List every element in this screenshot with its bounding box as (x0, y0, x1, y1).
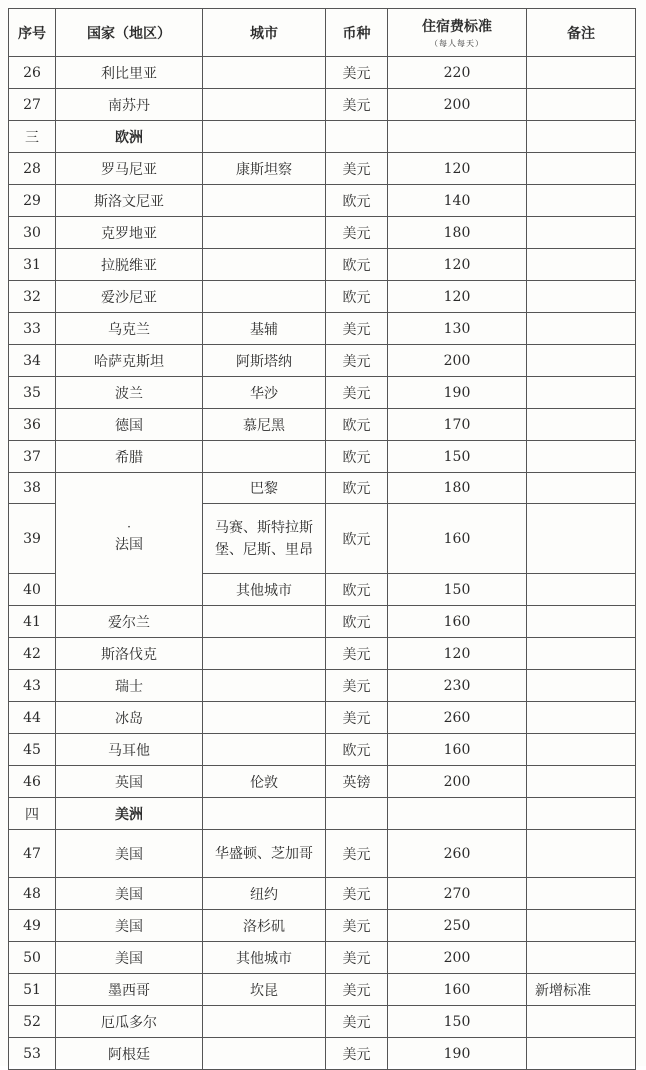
cell-city: 伦敦 (203, 766, 326, 798)
cell-city: 阿斯塔纳 (203, 345, 326, 377)
cell-seq: 39 (9, 504, 56, 574)
header-rate-sub: （每人每天） (430, 39, 484, 48)
cell-section-seq: 三 (9, 121, 56, 153)
cell-currency: 美元 (326, 638, 388, 670)
cell-note (527, 313, 636, 345)
cell-section-title: 欧洲 (56, 121, 203, 153)
cell-city: 慕尼黑 (203, 409, 326, 441)
cell-city (203, 185, 326, 217)
cell-currency: 欧元 (326, 574, 388, 606)
scan-dot: · (127, 520, 131, 534)
cell-rate: 150 (388, 1006, 527, 1038)
cell-note (527, 638, 636, 670)
cell-city (203, 89, 326, 121)
header-row (9, 9, 636, 57)
cell-country: 斯洛文尼亚 (56, 185, 203, 217)
table-row (9, 1006, 636, 1038)
cell-currency: 欧元 (326, 409, 388, 441)
cell-note (527, 504, 636, 574)
cell-city (203, 281, 326, 313)
cell-city (203, 606, 326, 638)
table-row (9, 377, 636, 409)
table-row (9, 185, 636, 217)
cell-seq: 26 (9, 57, 56, 89)
cell-country: 罗马尼亚 (56, 153, 203, 185)
cell-city: 康斯坦察 (203, 153, 326, 185)
cell-section-seq: 四 (9, 798, 56, 830)
cell-rate: 150 (388, 574, 527, 606)
cell-currency: 欧元 (326, 504, 388, 574)
cell-seq: 51 (9, 974, 56, 1006)
cell-note (527, 377, 636, 409)
table-row (9, 670, 636, 702)
cell-rate: 220 (388, 57, 527, 89)
cell-city (203, 441, 326, 473)
cell-city (203, 57, 326, 89)
cell-country: 爱沙尼亚 (56, 281, 203, 313)
cell-country: 冰岛 (56, 702, 203, 734)
cell-rate: 160 (388, 606, 527, 638)
header-rate-label: 住宿费标准 (422, 19, 492, 35)
cell-rate: 120 (388, 281, 527, 313)
cell-country: 利比里亚 (56, 57, 203, 89)
cell-rate: 250 (388, 910, 527, 942)
cell-currency: 欧元 (326, 734, 388, 766)
cell-currency: 美元 (326, 1006, 388, 1038)
cell-currency: 欧元 (326, 441, 388, 473)
cell-country: 阿根廷 (56, 1038, 203, 1070)
cell-rate: 150 (388, 441, 527, 473)
cell-currency: 欧元 (326, 249, 388, 281)
cell-note (527, 1038, 636, 1070)
table-row (9, 702, 636, 734)
cell-city: 华盛顿、芝加哥 (203, 830, 326, 878)
cell-city (203, 1006, 326, 1038)
cell-empty (527, 798, 636, 830)
cell-empty (388, 798, 527, 830)
cell-country: 墨西哥 (56, 974, 203, 1006)
header-seq: 序号 (9, 9, 56, 57)
cell-city: 巴黎 (203, 473, 326, 504)
cell-currency: 美元 (326, 217, 388, 249)
cell-city: 坎昆 (203, 974, 326, 1006)
header-currency: 币种 (326, 9, 388, 57)
cell-empty (326, 798, 388, 830)
cell-currency: 欧元 (326, 185, 388, 217)
cell-rate: 160 (388, 504, 527, 574)
cell-city (203, 702, 326, 734)
cell-rate: 200 (388, 766, 527, 798)
cell-currency: 美元 (326, 910, 388, 942)
cell-rate: 200 (388, 89, 527, 121)
table-row (9, 974, 636, 1006)
cell-country: 美国 (56, 878, 203, 910)
cell-note (527, 409, 636, 441)
cell-seq: 38 (9, 473, 56, 504)
cell-note (527, 734, 636, 766)
table-row (9, 249, 636, 281)
header-country: 国家（地区） (56, 9, 203, 57)
cell-seq: 27 (9, 89, 56, 121)
cell-note (527, 473, 636, 504)
cell-currency: 美元 (326, 878, 388, 910)
table-row (9, 281, 636, 313)
cell-note (527, 281, 636, 313)
cell-rate: 160 (388, 734, 527, 766)
cell-empty (203, 121, 326, 153)
cell-currency: 欧元 (326, 473, 388, 504)
cell-rate: 260 (388, 830, 527, 878)
cell-seq: 52 (9, 1006, 56, 1038)
cell-seq: 47 (9, 830, 56, 878)
cell-rate: 120 (388, 638, 527, 670)
table-row (9, 942, 636, 974)
accommodation-rate-table (8, 8, 636, 1070)
cell-note (527, 702, 636, 734)
cell-rate: 270 (388, 878, 527, 910)
cell-rate: 200 (388, 942, 527, 974)
cell-note (527, 878, 636, 910)
section-row-americas (9, 798, 636, 830)
cell-country: 美国 (56, 830, 203, 878)
cell-rate: 130 (388, 313, 527, 345)
cell-country: 德国 (56, 409, 203, 441)
cell-currency: 美元 (326, 313, 388, 345)
cell-note (527, 910, 636, 942)
cell-note (527, 766, 636, 798)
table-row (9, 57, 636, 89)
cell-country-merged (56, 473, 203, 606)
cell-country: 瑞士 (56, 670, 203, 702)
cell-seq: 40 (9, 574, 56, 606)
cell-currency: 美元 (326, 670, 388, 702)
cell-note (527, 345, 636, 377)
cell-seq: 33 (9, 313, 56, 345)
cell-city: 基辅 (203, 313, 326, 345)
cell-city (203, 670, 326, 702)
cell-city (203, 217, 326, 249)
table-row (9, 409, 636, 441)
cell-currency: 欧元 (326, 281, 388, 313)
cell-city: 洛杉矶 (203, 910, 326, 942)
cell-city (203, 734, 326, 766)
table-row (9, 638, 636, 670)
cell-rate: 180 (388, 473, 527, 504)
cell-note (527, 942, 636, 974)
cell-seq: 48 (9, 878, 56, 910)
table-row (9, 1038, 636, 1070)
cell-country: 乌克兰 (56, 313, 203, 345)
cell-empty (388, 121, 527, 153)
header-rate (388, 9, 527, 57)
cell-currency: 欧元 (326, 606, 388, 638)
cell-city: 马赛、斯特拉斯堡、尼斯、里昂 (203, 504, 326, 574)
cell-country: 拉脱维亚 (56, 249, 203, 281)
cell-city (203, 638, 326, 670)
cell-country: 马耳他 (56, 734, 203, 766)
cell-note (527, 574, 636, 606)
cell-currency: 美元 (326, 57, 388, 89)
cell-city (203, 1038, 326, 1070)
cell-rate: 190 (388, 1038, 527, 1070)
cell-seq: 50 (9, 942, 56, 974)
cell-seq: 31 (9, 249, 56, 281)
cell-currency: 美元 (326, 345, 388, 377)
cell-seq: 29 (9, 185, 56, 217)
cell-seq: 42 (9, 638, 56, 670)
cell-rate: 120 (388, 153, 527, 185)
cell-seq: 41 (9, 606, 56, 638)
table-row (9, 766, 636, 798)
header-city: 城市 (203, 9, 326, 57)
cell-seq: 49 (9, 910, 56, 942)
cell-country: 爱尔兰 (56, 606, 203, 638)
cell-currency: 英镑 (326, 766, 388, 798)
table-row (9, 345, 636, 377)
cell-seq: 45 (9, 734, 56, 766)
cell-seq: 44 (9, 702, 56, 734)
header-note: 备注 (527, 9, 636, 57)
table-row (9, 217, 636, 249)
table-row (9, 910, 636, 942)
cell-seq: 46 (9, 766, 56, 798)
cell-seq: 36 (9, 409, 56, 441)
cell-empty (203, 798, 326, 830)
cell-note (527, 670, 636, 702)
cell-rate: 170 (388, 409, 527, 441)
cell-seq: 28 (9, 153, 56, 185)
cell-currency: 美元 (326, 153, 388, 185)
cell-country: 美国 (56, 910, 203, 942)
cell-note (527, 441, 636, 473)
cell-country: 波兰 (56, 377, 203, 409)
cell-city: 其他城市 (203, 574, 326, 606)
cell-seq: 35 (9, 377, 56, 409)
cell-note (527, 153, 636, 185)
table-body (9, 57, 636, 1070)
table-row (9, 441, 636, 473)
cell-country: 厄瓜多尔 (56, 1006, 203, 1038)
cell-city: 其他城市 (203, 942, 326, 974)
table-row (9, 606, 636, 638)
cell-currency: 美元 (326, 830, 388, 878)
cell-country: 克罗地亚 (56, 217, 203, 249)
cell-rate: 260 (388, 702, 527, 734)
cell-empty (527, 121, 636, 153)
cell-rate: 230 (388, 670, 527, 702)
cell-city: 纽约 (203, 878, 326, 910)
cell-currency: 美元 (326, 702, 388, 734)
cell-empty (326, 121, 388, 153)
cell-seq: 34 (9, 345, 56, 377)
cell-country-text: 法国 (115, 537, 143, 553)
section-row-europe (9, 121, 636, 153)
cell-seq: 53 (9, 1038, 56, 1070)
cell-rate: 180 (388, 217, 527, 249)
table-row (9, 734, 636, 766)
cell-currency: 美元 (326, 377, 388, 409)
cell-rate: 190 (388, 377, 527, 409)
cell-country: 英国 (56, 766, 203, 798)
cell-currency: 美元 (326, 89, 388, 121)
cell-seq: 43 (9, 670, 56, 702)
cell-note (527, 249, 636, 281)
cell-currency: 美元 (326, 974, 388, 1006)
cell-currency: 美元 (326, 1038, 388, 1070)
cell-note (527, 606, 636, 638)
cell-country: 斯洛伐克 (56, 638, 203, 670)
cell-country: 南苏丹 (56, 89, 203, 121)
table-row (9, 878, 636, 910)
cell-section-title: 美洲 (56, 798, 203, 830)
cell-note (527, 185, 636, 217)
cell-note (527, 217, 636, 249)
cell-country: 哈萨克斯坦 (56, 345, 203, 377)
cell-city: 华沙 (203, 377, 326, 409)
table-row (9, 153, 636, 185)
cell-rate: 160 (388, 974, 527, 1006)
cell-country: 美国 (56, 942, 203, 974)
cell-seq: 30 (9, 217, 56, 249)
cell-rate: 200 (388, 345, 527, 377)
cell-note (527, 57, 636, 89)
cell-currency: 美元 (326, 942, 388, 974)
cell-note (527, 1006, 636, 1038)
cell-note (527, 830, 636, 878)
table-row (9, 830, 636, 878)
cell-rate: 120 (388, 249, 527, 281)
cell-rate: 140 (388, 185, 527, 217)
cell-note (527, 89, 636, 121)
cell-city (203, 249, 326, 281)
table-row (9, 313, 636, 345)
cell-seq: 37 (9, 441, 56, 473)
table-row (9, 473, 636, 504)
cell-country: 希腊 (56, 441, 203, 473)
table-row (9, 89, 636, 121)
cell-seq: 32 (9, 281, 56, 313)
cell-note: 新增标准 (527, 974, 636, 1006)
